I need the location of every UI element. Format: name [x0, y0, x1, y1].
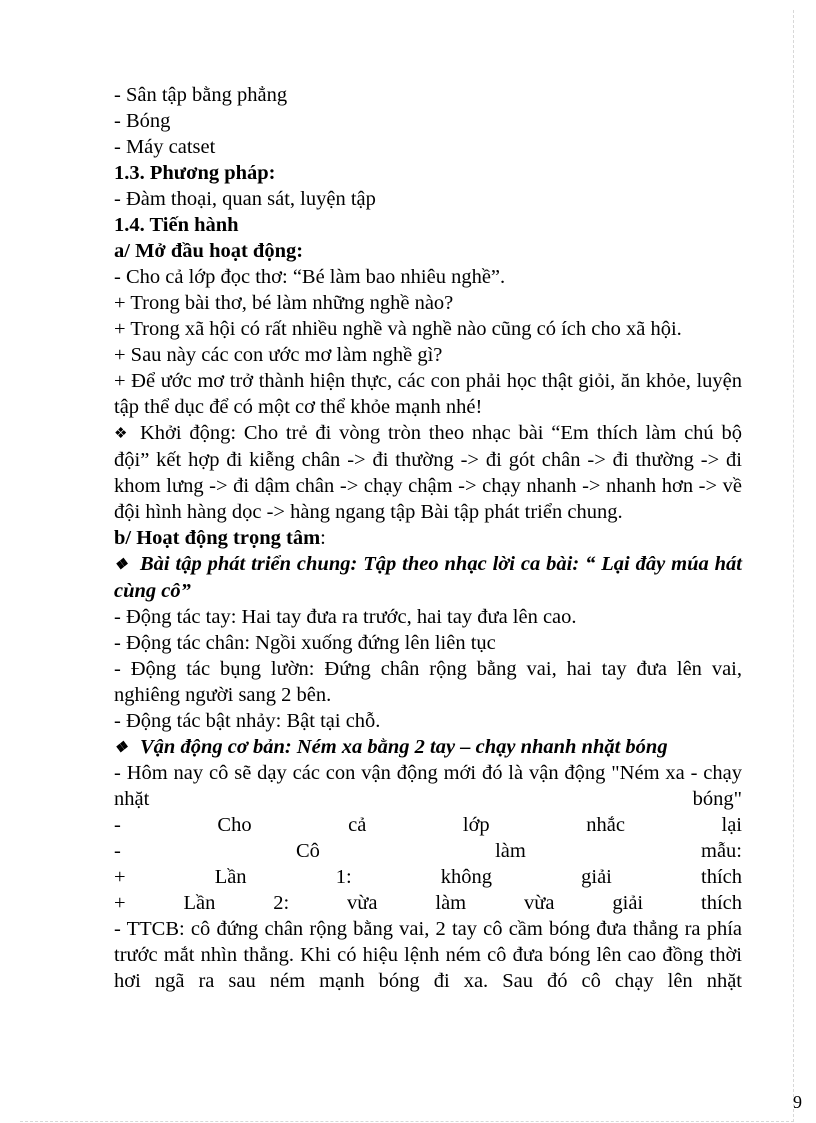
subheading-opening: a/ Mở đầu hoạt động: — [114, 240, 304, 262]
basic-movement-text: Vận động cơ bản: Ném xa bằng 2 tay – chạy nhanh nhặt bóng — [140, 736, 668, 758]
teacher-demo-line: - Cô làm mẫu: — [114, 840, 742, 862]
subheading-main-activity — [114, 525, 742, 551]
opening-line-3: + Trong xã hội có rất nhiều nghề và nghề nào cũng có ích cho xã hội. — [114, 318, 682, 340]
method-text: - Đàm thoại, quan sát, luyện tập — [114, 188, 376, 210]
warmup-text: Khởi động: Cho trẻ đi vòng tròn theo nhạc bài “Em thích làm chú bộ đội” kết hợp đi kiễng chân -> đi thường -> đi gót chân -> đi thường -> đi khom lưng -> đi dậm chân -> chạy chậm -> chạy nhanh -> nhanh hơn -> về đội hình hàng dọc -> hàng ngang tập Bài tập phát triển chung. — [114, 422, 742, 523]
general-exercise-heading — [114, 551, 742, 604]
page-number: 9 — [793, 1092, 802, 1112]
materials-item-cassette: - Máy catset — [114, 136, 216, 158]
basic-movement-heading — [114, 734, 742, 760]
demo-first-time: + Lần 1: không giải thích — [114, 866, 742, 888]
exercise-jump: - Động tác bật nhảy: Bật tại chỗ. — [114, 710, 381, 732]
exercise-legs: - Động tác chân: Ngồi xuống đứng lên liên tục — [114, 632, 496, 654]
exercise-abdomen: - Động tác bụng lườn: Đứng chân rộng bằng vai, hai tay đưa lên vai, nghiêng người sang 2 bên. — [114, 658, 742, 706]
opening-line-2: + Trong bài thơ, bé làm những nghề nào? — [114, 292, 454, 314]
general-exercise-text: Bài tập phát triển chung: Tập theo nhạc lời ca bài: “ Lại đây múa hát cùng cô” — [114, 553, 742, 602]
class-repeat-line: - Cho cả lớp nhắc lại — [114, 814, 742, 836]
movement-intro: - Hôm nay cô sẽ dạy các con vận động mới đó là vận động "Ném xa - chạy nhặt bóng" — [114, 762, 742, 810]
opening-line-4: + Sau này các con ước mơ làm nghề gì? — [114, 344, 443, 366]
diamond-bullet-icon: ❖ — [114, 557, 128, 573]
materials-item-ball: - Bóng — [114, 110, 171, 132]
document-body — [114, 82, 742, 994]
diamond-bullet-icon: ❖ — [114, 740, 128, 756]
exercise-arms: - Động tác tay: Hai tay đưa ra trước, hai tay đưa lên cao. — [114, 606, 577, 628]
subheading-main-activity-colon: : — [320, 527, 326, 549]
demo-second-time: + Lần 2: vừa làm vừa giải thích — [114, 892, 742, 914]
section-heading-procedure: 1.4. Tiến hành — [114, 214, 239, 236]
section-heading-method: 1.3. Phương pháp: — [114, 162, 276, 184]
opening-line-1: - Cho cả lớp đọc thơ: “Bé làm bao nhiêu nghề”. — [114, 266, 506, 288]
diamond-bullet-icon: ❖ — [114, 426, 128, 442]
warmup-paragraph — [114, 420, 742, 525]
subheading-main-activity-label: b/ Hoạt động trọng tâm — [114, 527, 321, 549]
materials-item-court: - Sân tập bằng phẳng — [114, 84, 288, 106]
ready-position-paragraph: - TTCB: cô đứng chân rộng bằng vai, 2 tay cô cầm bóng đưa thẳng ra phía trước mắt nhìn thẳng. Khi có hiệu lệnh ném cô đưa bóng lên cao đồng thời hơi ngã ra sau ném mạnh bóng đi xa. Sau đó cô chạy lên nhặt — [114, 918, 742, 992]
opening-paragraph: + Để ước mơ trở thành hiện thực, các con phải học thật giỏi, ăn khỏe, luyện tập thể dục để có một cơ thể khỏe mạnh nhé! — [114, 370, 742, 418]
